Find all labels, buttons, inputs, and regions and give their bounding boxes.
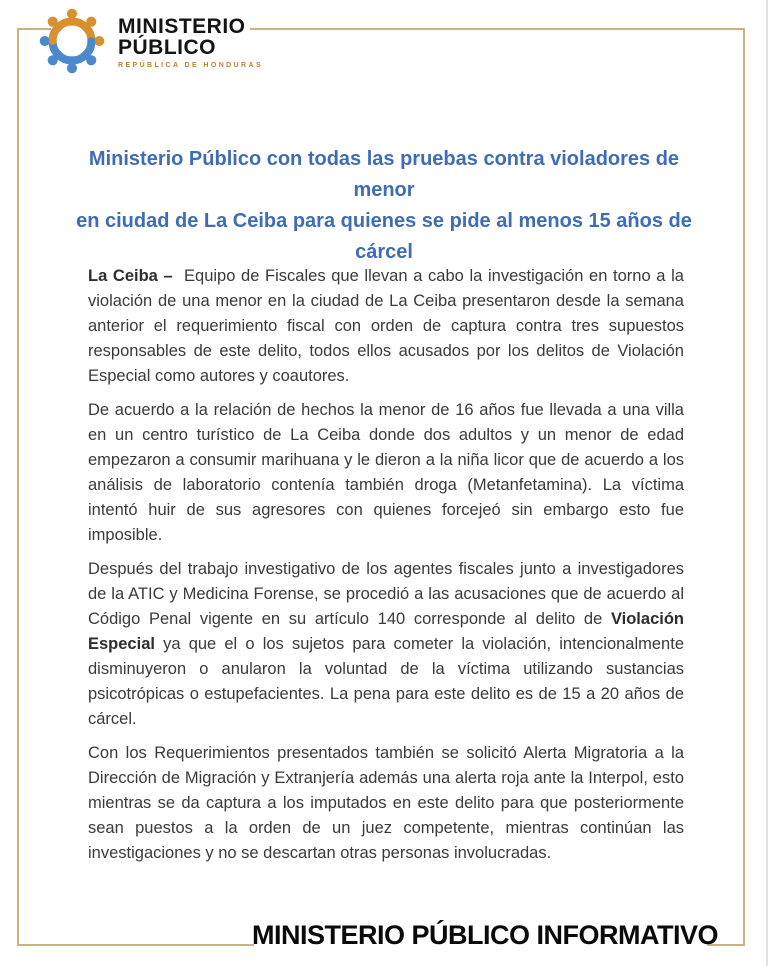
article-paragraph-4: Con los Requerimientos presentados también se solicitó Alerta Migratoria a la Dirección de Migración y Extranjería además una alerta roja ante la Interpol, esto mientras se da captura a los imputados en este delito para que posteriormente sean puestos a la orden de un juez competente, mientras continúan las investigaciones y no se descartan otras personas involucradas. <box>88 744 684 862</box>
footer-banner-title: MINISTERIO PÚBLICO INFORMATIVO <box>252 920 718 950</box>
logo-subtitle: REPÚBLICA DE HONDURAS <box>118 62 264 69</box>
frame-line-top-right <box>250 28 745 30</box>
article-paragraph-1: La Ceiba – Equipo de Fiscales que llevan a cabo la investigación en torno a la violación de una menor en la ciudad de La Ceiba presentaron desde la semana anterior el requerimiento fiscal con orden de captura contra tres supuestos responsables de este delito, todos ellos acusados por los delitos de Violación Especial como autores y coautores. <box>88 267 684 385</box>
headline-line2: en ciudad de La Ceiba para quienes se pide al menos 15 años de cárcel <box>76 210 692 263</box>
logo-name-line2: PÚBLICO <box>118 36 216 59</box>
article-paragraph-2: De acuerdo a la relación de hechos la menor de 16 años fue llevada a una villa en un centro turístico de La Ceiba donde dos adultos y un menor de edad empezaron a consumir marihuana y le dieron a la niña licor que de acuerdo a los análisis de laboratorio contenía también droga (Metanfetamina). La víctima intentó huir de sus agresores con quienes forcejeó sin embargo esto fue imposible. <box>88 401 684 544</box>
crime-name-emphasis: Violación Especial <box>88 610 684 653</box>
article-headline <box>64 144 704 268</box>
people-circle-logo-icon <box>36 5 108 77</box>
frame-line-right <box>743 28 745 946</box>
frame-line-left <box>17 28 19 946</box>
ministerio-publico-logo <box>36 5 263 77</box>
article-paragraph-3: Después del trabajo investigativo de los agentes fiscales junto a investigadores de la ATIC y Medicina Forense, se procedió a las acusaciones que de acuerdo al Código Penal vigente en su artículo 140 corresponde al delito de Violación Especial ya que el o los sujetos para cometer la violación, intencionalmente disminuyeron o anularon la voluntad de la víctima utilizando sustancias psicotrópicas o estupefacientes. La pena para este delito es de 15 a 20 años de cárcel. <box>88 560 684 728</box>
logo-name-line1: MINISTERIO <box>118 15 246 38</box>
dateline: La Ceiba – <box>88 267 173 285</box>
headline-line1: Ministerio Público con todas las pruebas contra violadores de menor <box>88 148 680 201</box>
logo-wordmark <box>118 5 263 69</box>
frame-line-bottom-left <box>17 944 254 946</box>
article-body <box>88 264 684 875</box>
